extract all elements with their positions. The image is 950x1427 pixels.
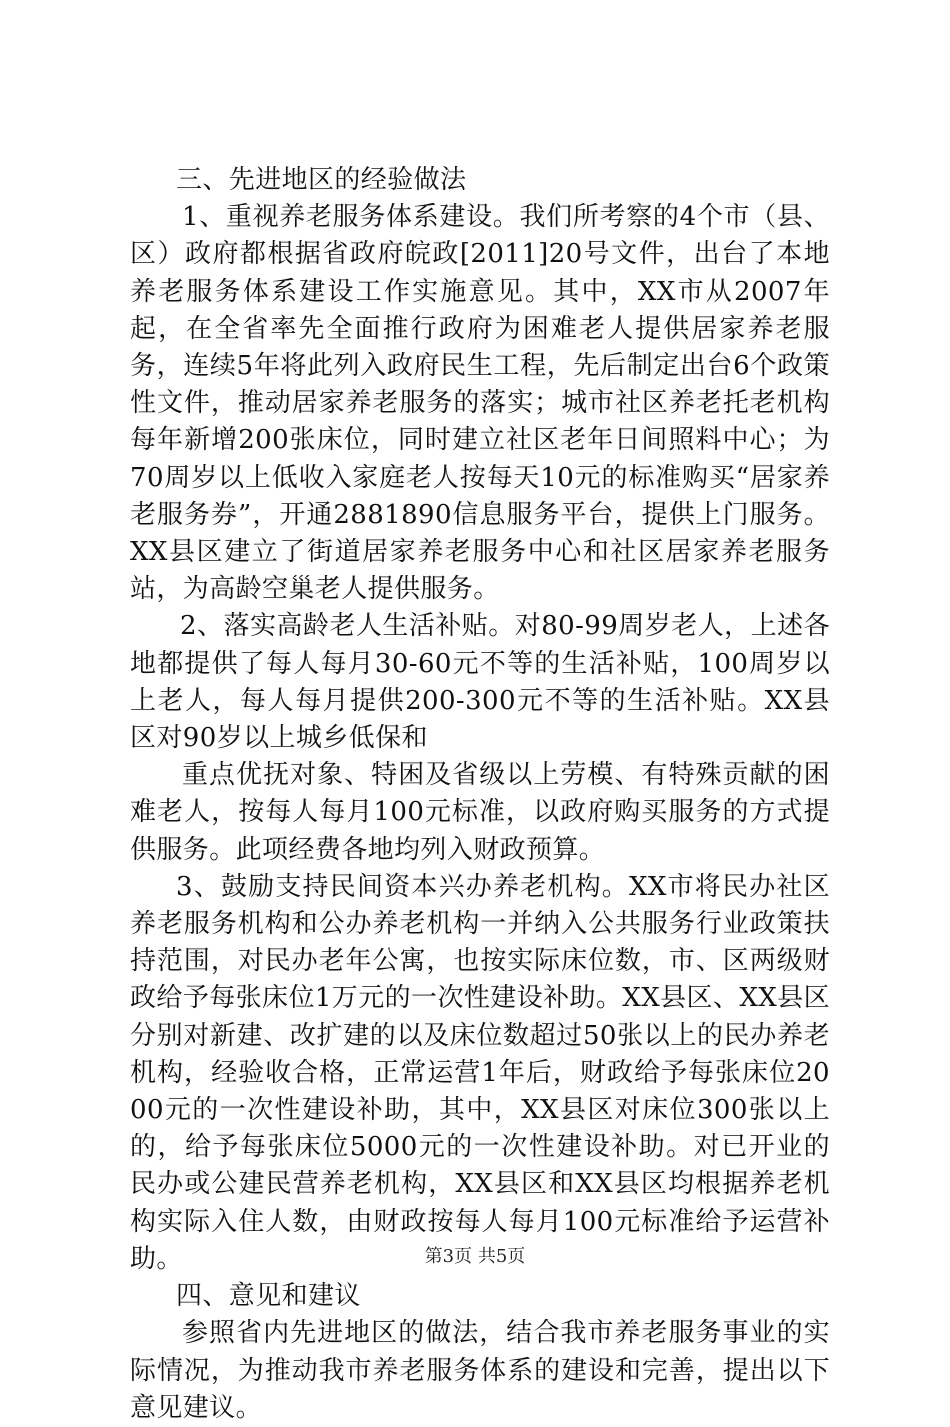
section-heading-experience: 三、先进地区的经验做法 (176, 165, 467, 195)
document-body (130, 162, 830, 1427)
paragraph-elderly-subsidy: 2、落实高龄老人生活补贴。对80-99周岁老人，上述各地都提供了每人每月30-60元不等的生活补贴，100周岁以上老人，每人每月提供200-300元不等的生活补贴。XX县区对90岁以上城乡低保和 (130, 611, 830, 754)
paragraph-service-system: 1、重视养老服务体系建设。我们所考察的4个市（县、区）政府都根据省政府皖政[2011]20号文件，出台了本地养老服务体系建设工作实施意见。其中，XX市从2007年起，在全省率先全面推行政府为困难老人提供居家养老服务，连续5年将此列入政府民生工程，先后制定出台6个政策性文件，推动居家养老服务的落实；城市社区养老托老机构每年新增200张床位，同时建立社区老年日间照料中心；为70周岁以上低收入家庭老人按每天10元的标准购买“居家养老服务券”，开通2881890信息服务平台，提供上门服务。XX县区建立了街道居家养老服务中心和社区居家养老服务站，为高龄空巢老人提供服务。 (130, 202, 830, 605)
paragraph-suggestions-intro: 参照省内先进地区的做法，结合我市养老服务事业的实际情况，为推动我市养老服务体系的建设和完善，提出以下意见建议。 (130, 1318, 830, 1423)
page-footer: 第3页 共5页 (424, 1246, 526, 1267)
paragraph-private-capital: 3、鼓励支持民间资本兴办养老机构。XX市将民办社区养老服务机构和公办养老机构一并纳入公共服务行业政策扶持范围，对民办老年公寓，也按实际床位数，市、区两级财政给予每张床位1万元的一次性建设补助。XX县区、XX县区分别对新建、改扩建的以及床位数超过50张以上的民办养老机构，经验收合格，正常运营1年后，财政给予每张床位2000元的一次性建设补助，其中，XX县区对床位300张以上的，给予每张床位5000元的一次性建设补助。对已开业的民办或公建民营养老机构，XX县区和XX县区均根据养老机构实际入住人数，由财政按每人每月100元标准给予运营补助。 (130, 871, 830, 1274)
paragraph-elderly-subsidy-continued: 重点优抚对象、特困及省级以上劳模、有特殊贡献的困难老人，按每人每月100元标准，以政府购买服务的方式提供服务。此项经费各地均列入财政预算。 (130, 760, 830, 865)
section-heading-suggestions: 四、意见和建议 (176, 1281, 361, 1312)
